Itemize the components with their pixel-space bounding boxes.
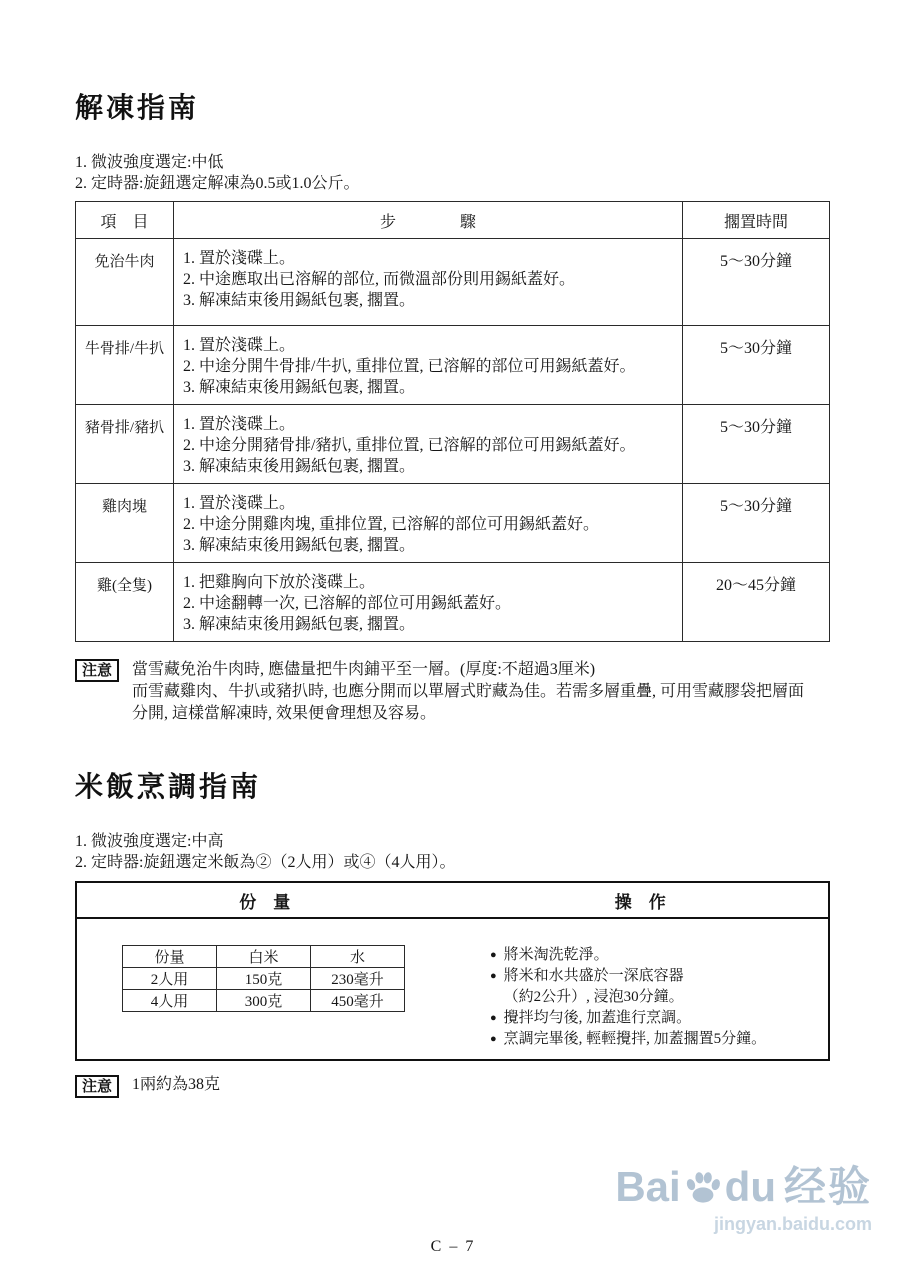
bullet-icon: ● [490, 949, 497, 961]
operation-line: 將米和水共盛於一深底容器 [503, 968, 684, 984]
steps-cell [174, 484, 683, 563]
operation-item [490, 945, 766, 966]
table-header-row [76, 202, 830, 239]
page-number: C – 7 [430, 1238, 476, 1255]
step-line: 2. 中途翻轉一次, 已溶解的部位可用錫紙蓋好。 [183, 595, 512, 612]
table-row [76, 326, 830, 405]
operation-line: 將米淘洗乾淨。 [503, 947, 609, 963]
portion-table [122, 945, 405, 1012]
baidu-logo [615, 1164, 872, 1210]
portion-col-rice: 白米 [217, 946, 311, 968]
note-line: 當雪藏免治牛肉時, 應儘量把牛肉鋪平至一層。(厚度:不超過3厘米) [132, 661, 596, 678]
note-line: 而雪藏雞肉、牛扒或豬扒時, 也應分開而以單層式貯藏為佳。若需多層重疊, 可用雪藏膠袋把層面 [132, 683, 805, 700]
column-header-operation: 操 作 [614, 892, 666, 912]
table-row [76, 563, 830, 642]
table-row [76, 405, 830, 484]
steps-cell [174, 405, 683, 484]
portion-row [123, 990, 405, 1012]
operation-line: 烹調完畢後, 輕輕攪拌, 加蓋擱置5分鐘。 [503, 1031, 767, 1047]
item-cell: 雞肉塊 [76, 484, 174, 563]
portion-cell: 230毫升 [311, 968, 405, 990]
portion-col-water: 水 [311, 946, 405, 968]
steps-cell [174, 239, 683, 326]
rice-table-header [77, 883, 828, 919]
defrost-instructions [75, 152, 830, 194]
portion-cell: 4人用 [123, 990, 217, 1012]
note-label: 注意 [75, 1075, 119, 1098]
item-cell: 雞(全隻) [76, 563, 174, 642]
rice-table-body [77, 919, 828, 1050]
item-cell: 豬骨排/豬扒 [76, 405, 174, 484]
portion-cell: 300克 [217, 990, 311, 1012]
rice-table [75, 881, 830, 1061]
instruction-line: 2. 定時器:旋鈕選定米飯為②（2人用）或④（4人用）。 [75, 854, 456, 871]
operation-text [504, 945, 609, 966]
steps-cell [174, 563, 683, 642]
operation-item [490, 1029, 766, 1050]
portion-row [123, 968, 405, 990]
column-header-standing-time: 擱置時間 [683, 202, 830, 239]
baidu-watermark [615, 1164, 872, 1235]
standing-time-cell: 5～30分鐘 [683, 484, 830, 563]
rice-note [75, 1075, 830, 1098]
baidu-logo-text-prefix: Bai [615, 1163, 681, 1210]
operation-list [490, 945, 766, 1050]
rice-instructions [75, 831, 830, 873]
defrost-table [75, 201, 830, 642]
watermark-url: jingyan.baidu.com [713, 1214, 872, 1234]
column-header-portion: 份 量 [239, 892, 291, 912]
note-text [132, 659, 804, 725]
column-header-steps: 步 驟 [174, 202, 683, 239]
step-line: 1. 置於淺碟上。 [183, 337, 296, 354]
steps-cell [174, 326, 683, 405]
step-line: 2. 中途分開雞肉塊, 重排位置, 已溶解的部位可用錫紙蓋好。 [183, 516, 600, 533]
portion-header-row [123, 946, 405, 968]
item-cell: 免治牛肉 [76, 239, 174, 326]
standing-time-cell: 5～30分鐘 [683, 405, 830, 484]
defrost-note [75, 659, 830, 725]
step-line: 2. 中途應取出已溶解的部位, 而微溫部份則用錫紙蓋好。 [183, 271, 576, 288]
operation-item [490, 1008, 766, 1029]
bullet-icon: ● [490, 1012, 497, 1024]
portion-cell: 450毫升 [311, 990, 405, 1012]
portion-cell: 2人用 [123, 968, 217, 990]
step-line: 3. 解凍結束後用錫紙包裹, 擱置。 [183, 537, 416, 554]
instruction-line: 1. 微波強度選定:中低 [75, 154, 224, 171]
baidu-jingyan-text: 经验 [783, 1163, 872, 1210]
operation-item [490, 966, 766, 1008]
step-line: 3. 解凍結束後用錫紙包裹, 擱置。 [183, 616, 416, 633]
operation-line: （約2公升）, 浸泡30分鐘。 [503, 989, 684, 1005]
operation-text [504, 966, 684, 1008]
standing-time-cell: 5～30分鐘 [683, 326, 830, 405]
step-line: 1. 置於淺碟上。 [183, 495, 296, 512]
operation-line: 攪拌均勻後, 加蓋進行烹調。 [503, 1010, 692, 1026]
rice-section-title: 米飯烹調指南 [75, 771, 262, 802]
note-line: 1兩約為38克 [132, 1076, 221, 1093]
note-label: 注意 [75, 659, 119, 682]
step-line: 2. 中途分開豬骨排/豬扒, 重排位置, 已溶解的部位可用錫紙蓋好。 [183, 437, 636, 454]
operation-text [504, 1029, 767, 1050]
instruction-line: 1. 微波強度選定:中高 [75, 833, 224, 850]
note-line: 分開, 這樣當解凍時, 效果便會理想及容易。 [132, 705, 437, 722]
instruction-line: 2. 定時器:旋鈕選定解凍為0.5或1.0公斤。 [75, 175, 360, 192]
step-line: 2. 中途分開牛骨排/牛扒, 重排位置, 已溶解的部位可用錫紙蓋好。 [183, 358, 636, 375]
step-line: 3. 解凍結束後用錫紙包裹, 擱置。 [183, 458, 416, 475]
step-line: 1. 置於淺碟上。 [183, 416, 296, 433]
bullet-icon: ● [490, 970, 497, 982]
standing-time-cell: 5～30分鐘 [683, 239, 830, 326]
standing-time-cell: 20～45分鐘 [683, 563, 830, 642]
paw-print-icon [683, 1167, 723, 1207]
portion-col-portion: 份量 [123, 946, 217, 968]
defrost-section-title: 解凍指南 [75, 92, 200, 123]
step-line: 3. 解凍結束後用錫紙包裹, 擱置。 [183, 379, 416, 396]
portion-cell: 150克 [217, 968, 311, 990]
baidu-logo-text-suffix: du [724, 1163, 776, 1210]
step-line: 1. 置於淺碟上。 [183, 250, 296, 267]
step-line: 1. 把雞胸向下放於淺碟上。 [183, 574, 376, 591]
step-line: 3. 解凍結束後用錫紙包裹, 擱置。 [183, 292, 416, 309]
table-row [76, 484, 830, 563]
item-cell: 牛骨排/牛扒 [76, 326, 174, 405]
note-text [132, 1075, 220, 1095]
table-row [76, 239, 830, 326]
column-header-item: 項 目 [76, 202, 174, 239]
operation-text [504, 1008, 692, 1029]
bullet-icon: ● [490, 1033, 497, 1045]
